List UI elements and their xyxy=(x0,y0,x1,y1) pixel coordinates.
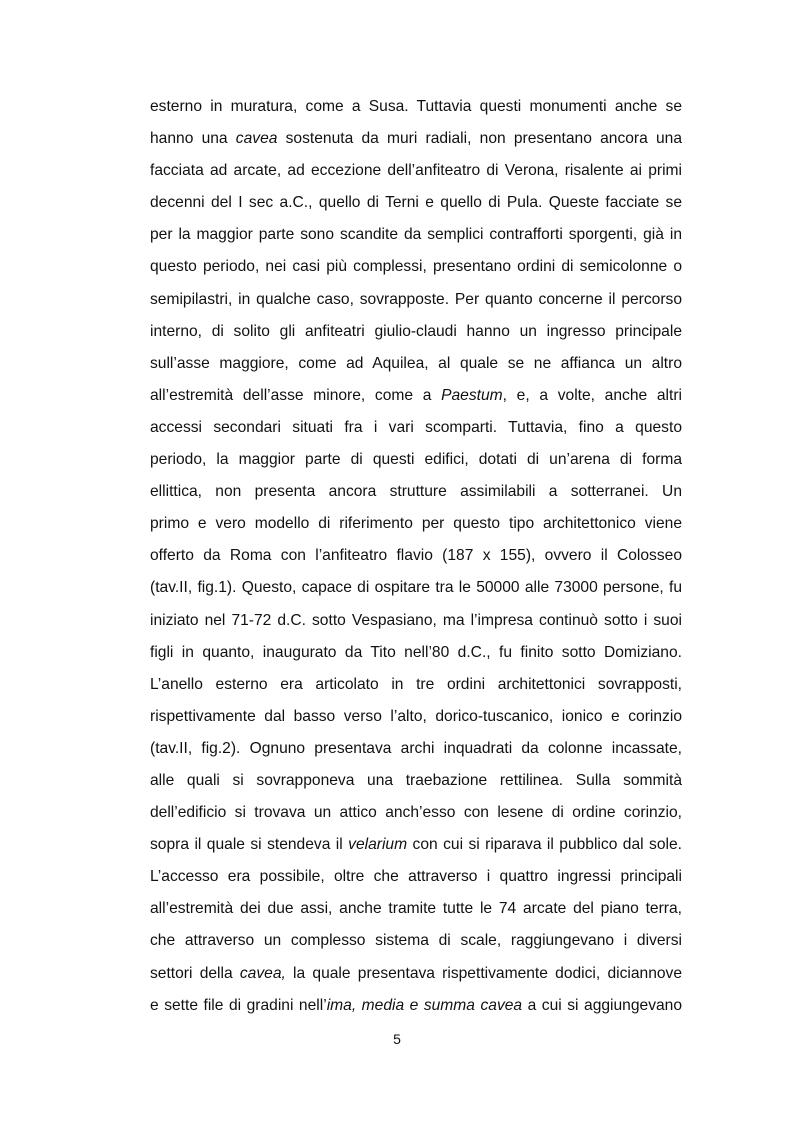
text-segment: rispettivamente dal basso verso l’alto, dorico-tuscanico, ionico e corinzio xyxy=(150,707,682,725)
text-segment: hanno una xyxy=(150,130,236,148)
text-segment: , e, a volte, anche altri xyxy=(502,386,682,404)
text-line xyxy=(150,733,682,765)
text-segment: periodo, la maggior parte di questi edifici, dotati di un’arena di forma xyxy=(150,451,682,469)
text-line xyxy=(150,123,682,155)
text-segment: interno, di solito gli anfiteatri giulio-claudi hanno un ingresso principale xyxy=(150,322,682,340)
text-line xyxy=(150,316,682,348)
text-segment: con cui si riparava il pubblico dal sole. xyxy=(407,836,682,854)
text-segment: offerto da Roma con l’anfiteatro flavio (187 x 155), ovvero il Colosseo xyxy=(150,547,682,565)
text-segment: semipilastri, in qualche caso, sovrapposte. Per quanto concerne il percorso xyxy=(150,290,682,308)
text-segment: esterno in muratura, come a Susa. Tuttavia questi monumenti anche se xyxy=(150,98,682,115)
text-line xyxy=(150,797,682,829)
text-line xyxy=(150,540,682,572)
italic-text: Paestum xyxy=(441,386,503,404)
text-line xyxy=(150,476,682,508)
text-segment: ellittica, non presenta ancora strutture assimilabili a sotterranei. Un xyxy=(150,483,682,501)
text-segment: dell’edificio si trovava un attico anch’esso con lesene di ordine corinzio, xyxy=(150,804,682,822)
text-line xyxy=(150,669,682,701)
text-segment: sopra il quale si stendeva il xyxy=(150,836,349,854)
text-segment: primo e vero modello di riferimento per questo tipo architettonico viene xyxy=(150,515,682,533)
text-line xyxy=(150,958,682,990)
text-line xyxy=(150,380,682,412)
text-segment: figli in quanto, inaugurato da Tito nell’80 d.C., fu finito sotto Domiziano. xyxy=(150,643,682,661)
text-segment: che attraverso un complesso sistema di scale, raggiungevano i diversi xyxy=(150,932,682,950)
text-line xyxy=(150,348,682,380)
text-line xyxy=(150,508,682,540)
text-line xyxy=(150,187,682,219)
text-segment: e sette file di gradini nell’ xyxy=(150,996,327,1014)
text-segment: L’accesso era possibile, oltre che attraverso i quattro ingressi principali xyxy=(150,868,682,886)
text-segment: (tav.II, fig.2). Ognuno presentava archi inquadrati da colonne incassate, xyxy=(150,739,682,757)
text-segment: sull’asse maggiore, come ad Aquilea, al quale se ne affianca un altro xyxy=(150,354,682,372)
text-line xyxy=(150,284,682,316)
text-segment: per la maggior parte sono scandite da semplici contrafforti sporgenti, già in xyxy=(150,226,682,244)
body-text xyxy=(150,91,682,1022)
text-line xyxy=(150,701,682,733)
text-segment: decenni del I sec a.C., quello di Terni e quello di Pula. Queste facciate se xyxy=(150,194,682,212)
text-segment: questo periodo, nei casi più complessi, presentano ordini di semicolonne o xyxy=(150,258,682,276)
text-line xyxy=(150,605,682,637)
text-line xyxy=(150,925,682,957)
text-segment: a cui si aggiungevano xyxy=(522,996,683,1014)
text-segment: accessi secondari situati fra i vari scomparti. Tuttavia, fino a questo xyxy=(150,418,682,436)
italic-text: ima, media e summa cavea xyxy=(326,996,523,1014)
text-segment: alle quali si sovrapponeva una traebazione rettilinea. Sulla sommità xyxy=(150,771,682,789)
text-line xyxy=(150,251,682,283)
text-segment: all’estremità dell’asse minore, come a xyxy=(150,386,442,404)
italic-text: cavea, xyxy=(239,964,286,982)
text-segment: (tav.II, fig.1). Questo, capace di ospitare tra le 50000 alle 73000 persone, fu xyxy=(150,579,682,597)
text-segment: all’estremità dei due assi, anche tramite tutte le 74 arcate del piano terra, xyxy=(150,900,682,918)
text-line xyxy=(150,444,682,476)
text-line xyxy=(150,637,682,669)
italic-text: cavea xyxy=(235,130,278,148)
text-segment: iniziato nel 71-72 d.C. sotto Vespasiano, ma l’impresa continuò sotto i suoi xyxy=(150,611,682,629)
text-line xyxy=(150,572,682,604)
text-segment: la quale presentava rispettivamente dodici, diciannove xyxy=(285,964,683,982)
page-number: 5 xyxy=(393,1031,401,1047)
text-line xyxy=(150,861,682,893)
text-segment: L’anello esterno era articolato in tre ordini architettonici sovrapposti, xyxy=(150,675,682,693)
text-line xyxy=(150,893,682,925)
text-line xyxy=(150,91,682,123)
text-line xyxy=(150,219,682,251)
text-line xyxy=(150,412,682,444)
text-segment: sostenuta da muri radiali, non presentano ancora una xyxy=(277,130,682,148)
text-segment: settori della xyxy=(150,964,240,982)
italic-text: velarium xyxy=(348,836,408,854)
text-line xyxy=(150,765,682,797)
text-segment: facciata ad arcate, ad eccezione dell’anfiteatro di Verona, risalente ai primi xyxy=(150,162,682,180)
text-line xyxy=(150,155,682,187)
text-line xyxy=(150,829,682,861)
text-line xyxy=(150,990,682,1022)
